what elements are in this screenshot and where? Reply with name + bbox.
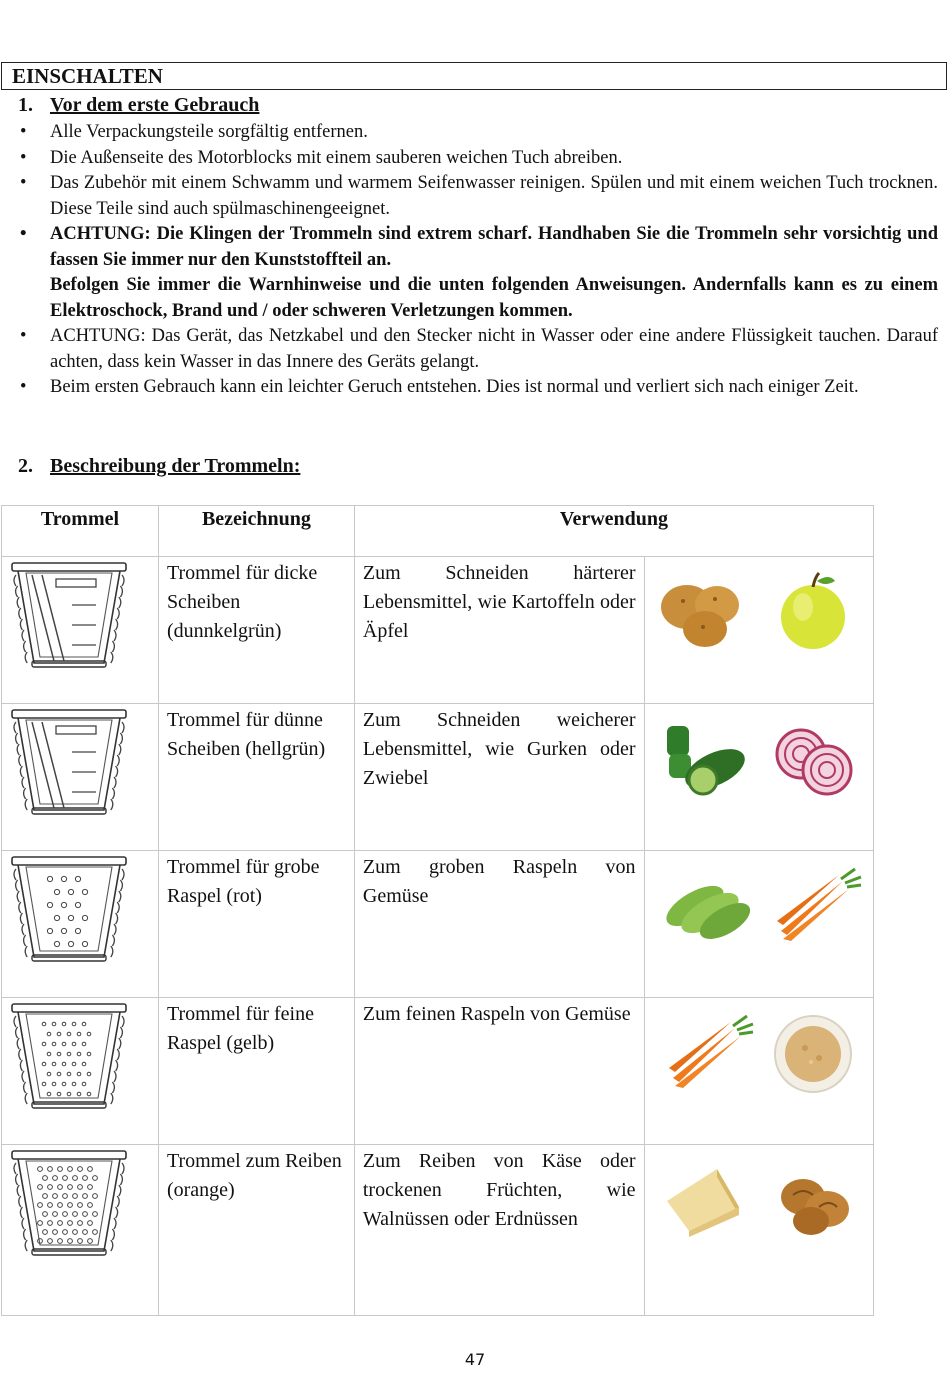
bullet-list: [18, 120, 938, 401]
drum-name: Trommel zum Reiben (orange): [158, 1145, 354, 1316]
drum-slicer-thick-icon: [2, 557, 159, 704]
table-header-row: [2, 506, 874, 557]
walnuts-icon: [763, 1155, 863, 1245]
bullet-text: Beim ersten Gebrauch kann ein leichter Geruch entstehen. Dies ist normal und verliert sich nach einiger Zeit.: [50, 377, 859, 397]
heading-2-number: 2.: [18, 455, 33, 477]
drum-use: Zum Schneiden härterer Lebensmittel, wie Kartoffeln oder Äpfel: [354, 557, 644, 704]
bullet-item: [18, 171, 938, 222]
table-row: [2, 851, 874, 998]
header-use: Verwendung: [354, 506, 873, 557]
bullet-text: Alle Verpackungsteile sorgfältig entfernen.: [50, 122, 368, 142]
bullet-text: ACHTUNG: Das Gerät, das Netzkabel und den Stecker nicht in Wasser oder eine andere Flüssigkeit tauchen. Darauf achten, dass kein Wasser in das Innere des Geräts gelangt.: [50, 326, 938, 372]
drum-coarse-grater-icon: [2, 851, 159, 998]
bullet-text: Befolgen Sie immer die Warnhinweise und die unten folgenden Anweisungen. Andernfalls kann es zu einem Elektroschock, Brand und / oder schweren Verletzungen kommen.: [50, 275, 938, 321]
drum-fine-grater-icon: [2, 998, 159, 1145]
heading-1: [18, 92, 259, 118]
food-images: [644, 704, 873, 851]
bullet-text: Das Zubehör mit einem Schwamm und warmem Seifenwasser reinigen. Spülen und mit einem weichen Tuch trocknen. Diese Teile sind auch spülmaschinengeeignet.: [50, 173, 938, 219]
cucumber-icon: [655, 714, 755, 804]
potatoes-icon: [655, 567, 755, 657]
bullet-item: [18, 146, 938, 172]
heading-1-text: Vor dem erste Gebrauch: [50, 94, 260, 116]
drum-name: Trommel für dünne Scheiben (hellgrün): [158, 704, 354, 851]
section-title-box: [1, 62, 947, 90]
zucchini-icon: [655, 861, 755, 951]
bullet-text: ACHTUNG: Die Klingen der Trommeln sind extrem scharf. Handhaben Sie die Trommeln sehr vorsichtig und fassen Sie immer nur den Kunststoffteil an.: [50, 224, 938, 270]
carrots-icon: [763, 861, 863, 951]
heading-2: [18, 453, 300, 479]
table-row: [2, 557, 874, 704]
drum-use: Zum Reiben von Käse oder trockenen Früchten, wie Walnüssen oder Erdnüssen: [354, 1145, 644, 1316]
bullet-item: [18, 222, 938, 324]
table-row: [2, 998, 874, 1145]
bullet-item: [18, 120, 938, 146]
bullet-dot-icon: •: [20, 147, 27, 168]
food-images: [644, 1145, 873, 1316]
heading-1-number: 1.: [18, 94, 33, 116]
bullet-dot-icon: •: [20, 326, 27, 346]
drum-table: [1, 505, 874, 1316]
table-row: [2, 704, 874, 851]
bullet-text: Die Außenseite des Motorblocks mit einem sauberen weichen Tuch abreiben.: [50, 147, 623, 168]
drum-grater-icon: [2, 1145, 159, 1316]
carrots-icon: [655, 1008, 755, 1098]
bullet-dot-icon: •: [20, 377, 27, 397]
table-row: [2, 1145, 874, 1316]
food-images: [644, 557, 873, 704]
cheese-icon: [655, 1155, 755, 1245]
drum-use: Zum feinen Raspeln von Gemüse: [354, 998, 644, 1145]
apple-icon: [763, 567, 863, 657]
drum-use: Zum groben Raspeln von Gemüse: [354, 851, 644, 998]
section-title: EINSCHALTEN: [12, 64, 163, 88]
drum-name: Trommel für grobe Raspel (rot): [158, 851, 354, 998]
heading-2-text: Beschreibung der Trommeln:: [50, 455, 301, 477]
drum-slicer-thin-icon: [2, 704, 159, 851]
drum-name: Trommel für dicke Scheiben (dunnkelgrün): [158, 557, 354, 704]
bullet-item: [18, 324, 938, 375]
header-drum: Trommel: [2, 506, 159, 557]
food-images: [644, 998, 873, 1145]
drum-use: Zum Schneiden weicherer Lebensmittel, wie Gurken oder Zwiebel: [354, 704, 644, 851]
bullet-dot-icon: •: [20, 173, 27, 193]
bullet-dot-icon: •: [20, 122, 27, 142]
drum-name: Trommel für feine Raspel (gelb): [158, 998, 354, 1145]
food-images: [644, 851, 873, 998]
bullet-dot-icon: •: [20, 224, 27, 244]
header-name: Bezeichnung: [158, 506, 354, 557]
bullet-item: [18, 375, 938, 401]
onion-icon: [763, 714, 863, 804]
grated-bowl-icon: [763, 1008, 863, 1098]
page-number: 47: [464, 1350, 486, 1369]
